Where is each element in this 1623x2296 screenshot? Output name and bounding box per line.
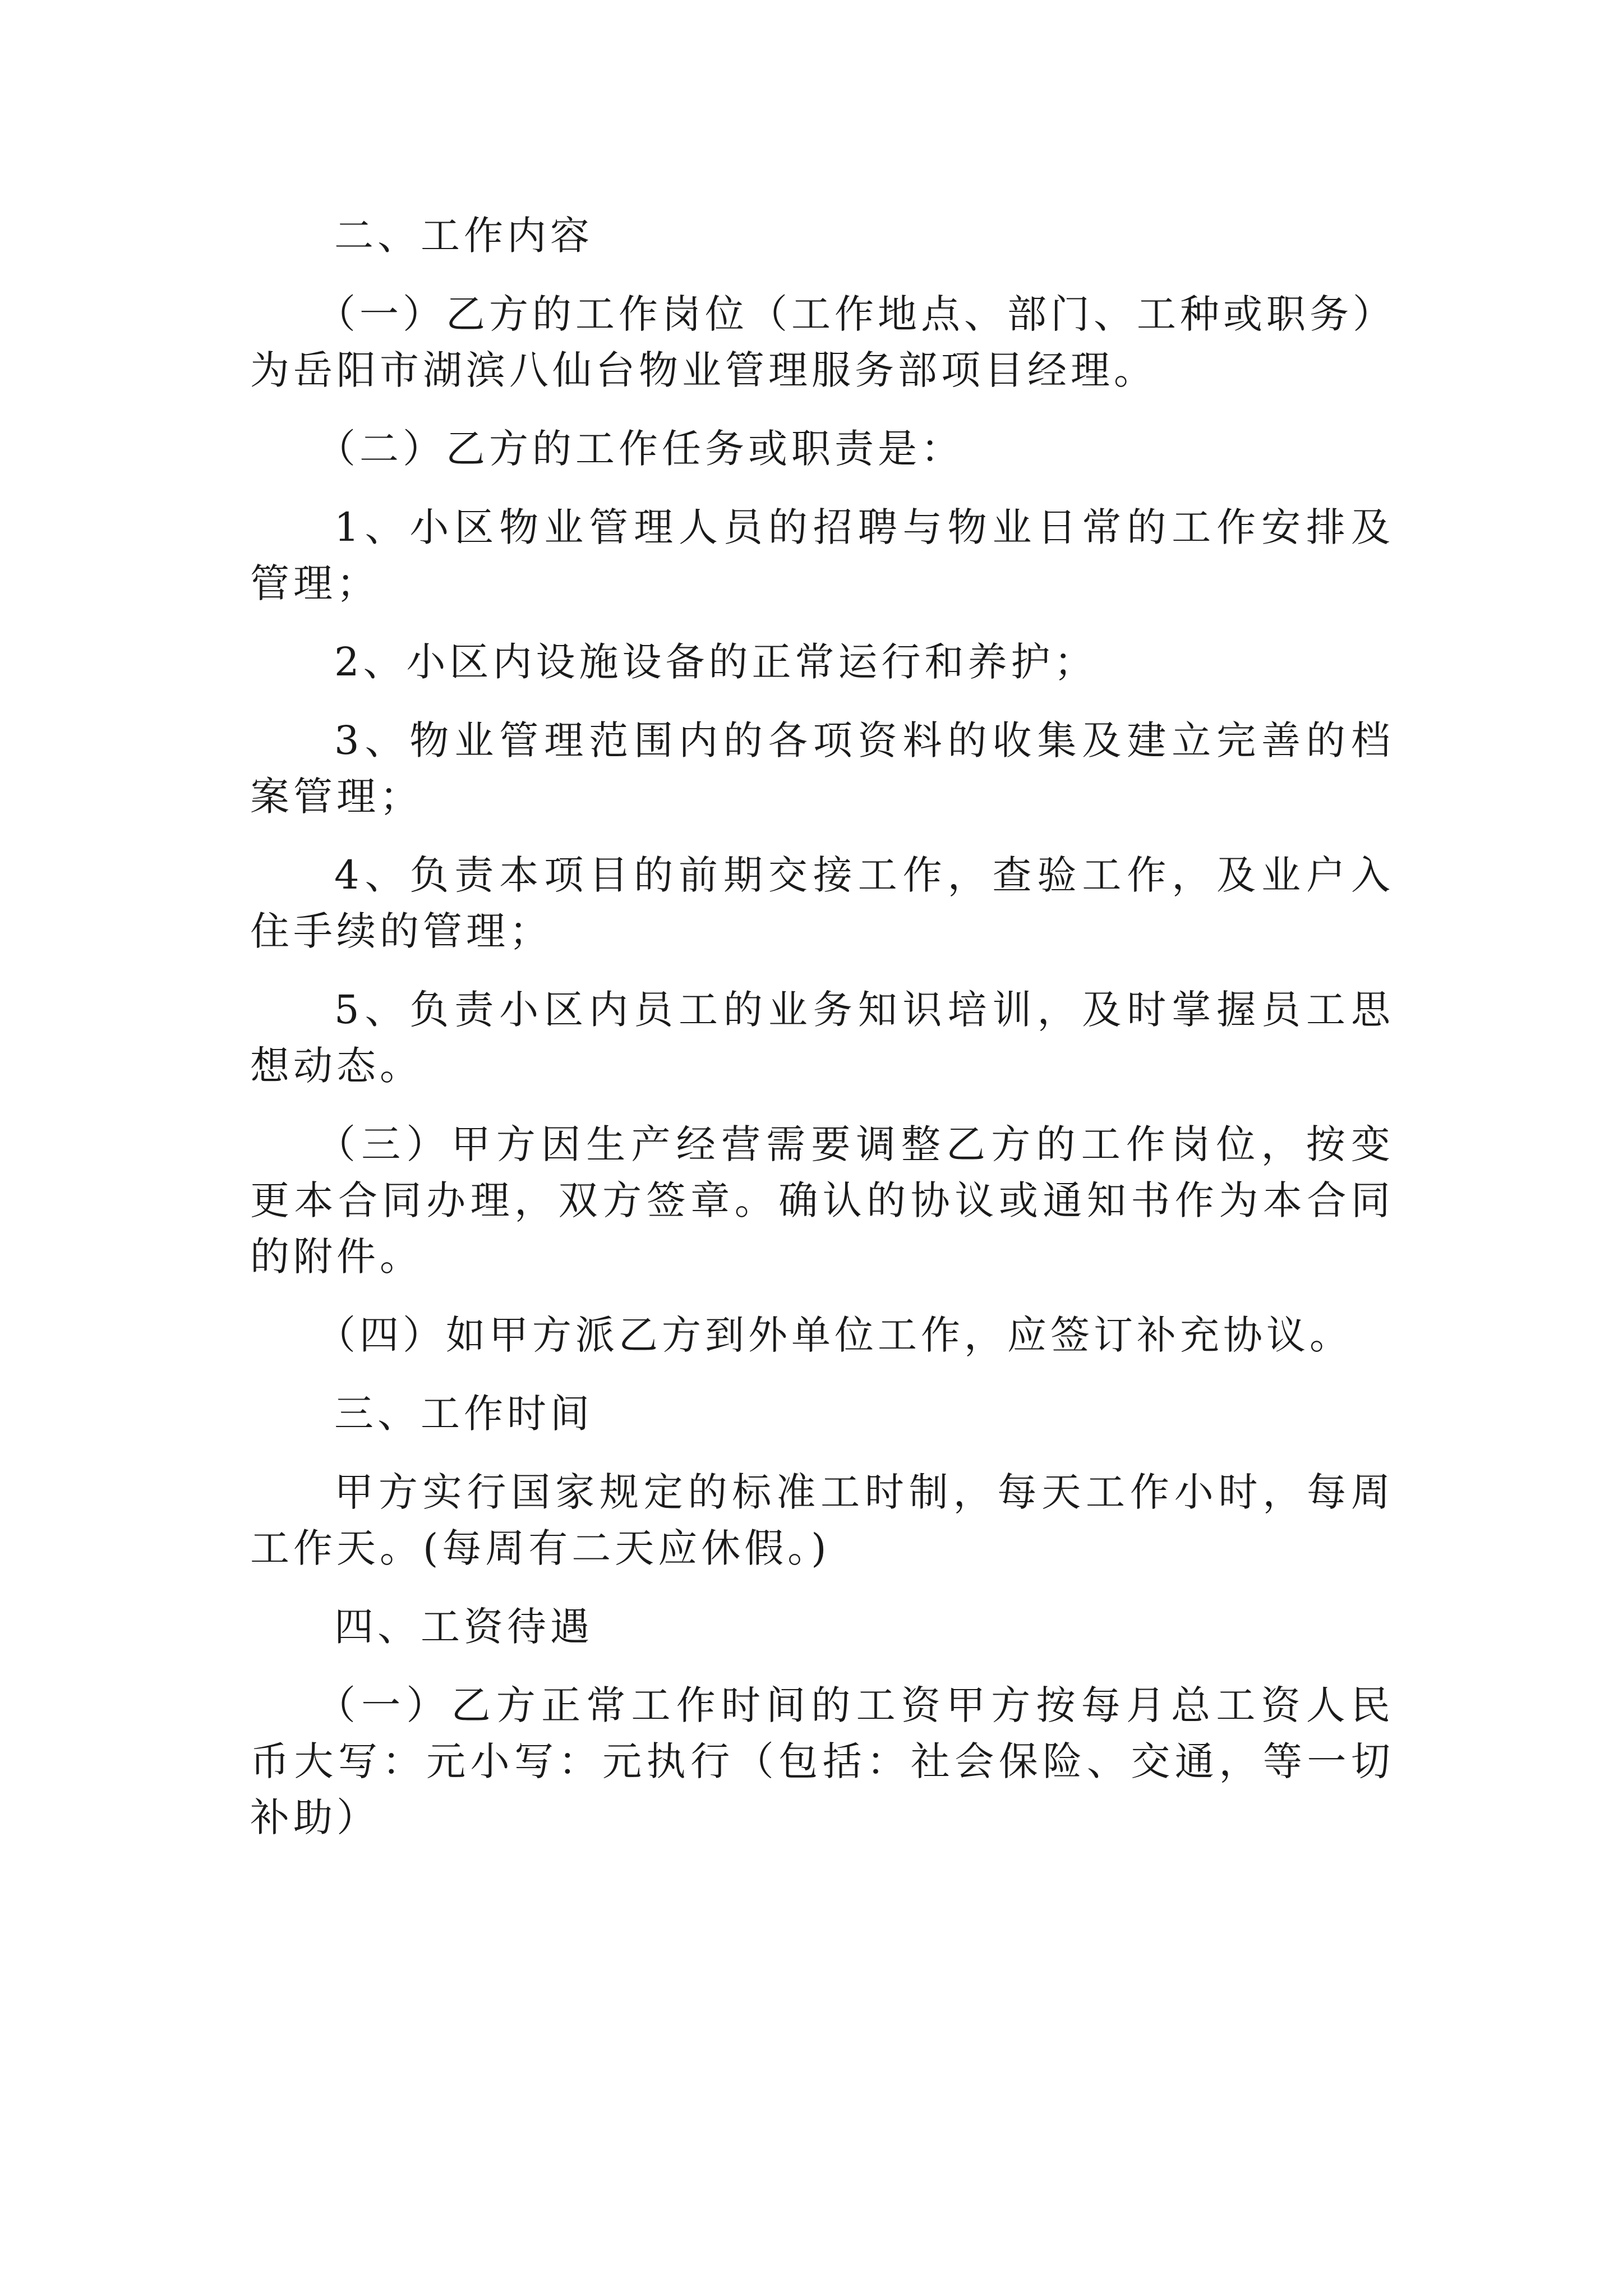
section-heading-work-content: 二、工作内容 bbox=[334, 213, 593, 259]
list-item-line: 3、物业管理范围内的各项资料的收集及建立完善的档 bbox=[334, 717, 1394, 763]
paragraph-line: （一）乙方正常工作时间的工资甲方按每月总工资人民 bbox=[316, 1682, 1394, 1728]
paragraph-line: 的附件。 bbox=[250, 1234, 423, 1280]
paragraph-line: （三）甲方因生产经营需要调整乙方的工作岗位，按变 bbox=[316, 1121, 1394, 1167]
section-heading-wages: 四、工资待遇 bbox=[334, 1604, 593, 1650]
paragraph-line: （二）乙方的工作任务或职责是： bbox=[316, 426, 964, 472]
paragraph-line: 更本合同办理，双方签章。确认的协议或通知书作为本合同 bbox=[250, 1177, 1394, 1223]
list-item-line: 2、小区内设施设备的正常运行和养护； bbox=[334, 639, 1098, 685]
paragraph-line: （四）如甲方派乙方到外单位工作，应签订补充协议。 bbox=[316, 1312, 1353, 1358]
paragraph-line: 工作天。(每周有二天应休假。) bbox=[250, 1525, 831, 1571]
list-item-line: 想动态。 bbox=[250, 1043, 423, 1089]
list-item-line: 住手续的管理； bbox=[250, 908, 552, 954]
list-item-line: 1、小区物业管理人员的招聘与物业日常的工作安排及 bbox=[334, 504, 1394, 550]
list-item-line: 5、负责小区内员工的业务知识培训，及时掌握员工思 bbox=[334, 987, 1394, 1033]
paragraph-line: 甲方实行国家规定的标准工时制，每天工作小时，每周 bbox=[334, 1469, 1394, 1515]
paragraph-line: 为岳阳市湖滨八仙台物业管理服务部项目经理。 bbox=[250, 347, 1157, 393]
paragraph-line: 补助） bbox=[250, 1795, 380, 1841]
list-item-line: 案管理； bbox=[250, 774, 423, 820]
list-item-line: 管理； bbox=[250, 560, 380, 606]
paragraph-line: 币大写：元小写：元执行（包括：社会保险、交通，等一切 bbox=[250, 1738, 1394, 1784]
section-heading-work-time: 三、工作时间 bbox=[334, 1391, 593, 1437]
document-body bbox=[250, 208, 1394, 1846]
paragraph-line: （一）乙方的工作岗位（工作地点、部门、工种或职务） bbox=[316, 291, 1396, 337]
list-item-line: 4、负责本项目的前期交接工作，查验工作，及业户入 bbox=[334, 852, 1394, 898]
